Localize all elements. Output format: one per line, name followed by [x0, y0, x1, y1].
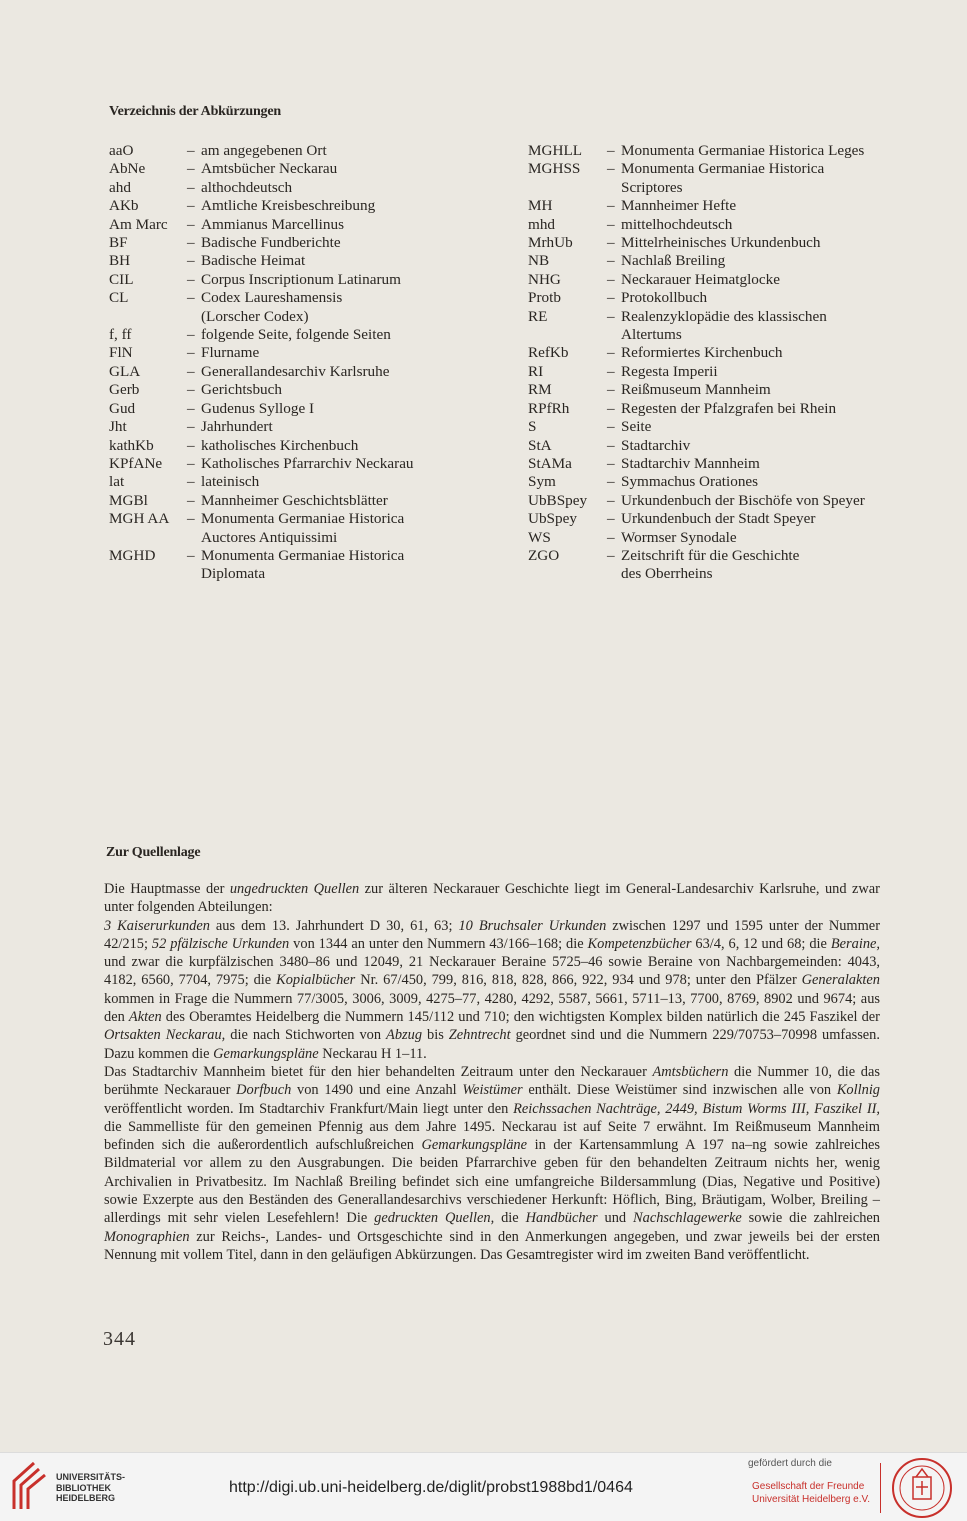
abbreviation-dash: –: [607, 436, 615, 454]
abbreviation-dash: –: [607, 528, 615, 546]
abbreviation-dash: –: [607, 510, 615, 528]
italic-term: Kollnig: [836, 1082, 881, 1099]
text-run: zur älteren Neckarauer Geschichte liegt im General-Landesarchiv Karlsruhe, und zwar unter folgenden Abteilungen:: [104, 881, 880, 916]
abbreviation-row: [528, 344, 865, 362]
abbreviation-key: [109, 565, 187, 583]
text-run: die Sammelliste für den gemeinen Pfennig aus dem Jahre 1495. Neckarau ist auf Seite 7 erwähnt. Im Reißmuseum Mannheim befinden sich die außerordentlich aufschlußreichen: [104, 1118, 880, 1154]
abbreviation-meaning: Urkundenbuch der Bischöfe von Speyer: [621, 491, 865, 509]
abbreviation-key: kathKb: [109, 436, 154, 454]
text-run: aus dem 13. Jahrhundert D 30, 61, 63;: [209, 917, 459, 934]
italic-term: Gemarkungspläne: [213, 1045, 319, 1062]
abbreviation-key: lat: [109, 473, 125, 491]
abbreviation-meaning: Jahrhundert: [201, 418, 273, 436]
italic-term: Kopialbücher: [276, 972, 356, 989]
abbreviation-meaning: Monumenta Germaniae Historica Leges: [621, 142, 865, 159]
abbreviation-row: [528, 308, 865, 326]
abbreviation-row: [109, 216, 414, 234]
abbreviation-meaning: Altertums: [621, 326, 682, 344]
abbreviation-meaning: Wormser Synodale: [621, 528, 737, 546]
permalink-url[interactable]: http://digi.ub.uni-heidelberg.de/diglit/probst1988bd1/0464: [229, 1479, 633, 1496]
abbreviation-row: [528, 529, 865, 547]
abbreviation-row: [109, 418, 414, 436]
text-run: geordnet sind und die Nummern 229/70753–70998 umfassen. Dazu kommen die: [104, 1027, 880, 1062]
abbreviation-key: RPfRh: [528, 399, 570, 417]
abbreviation-dash: –: [607, 491, 615, 509]
abbreviation-key: NHG: [528, 270, 561, 288]
text-run: die Nummer 10, die das berühmte Neckarauer: [104, 1063, 880, 1099]
abbreviation-meaning: Amtsbücher Neckarau: [201, 160, 338, 178]
abbreviation-dash: –: [607, 307, 615, 325]
abbreviation-dash: –: [607, 362, 615, 380]
abbreviation-dash: –: [187, 399, 195, 417]
text-run: Das Stadtarchiv Mannheim bietet für den hier behandelten Zeitraum unter den Neckarauer: [104, 1063, 653, 1080]
abbreviation-dash: –: [607, 546, 615, 564]
abbreviation-meaning: Monumenta Germaniae Historica: [201, 546, 405, 564]
abbreviation-row: [528, 418, 865, 436]
abbreviation-dash: –: [187, 473, 195, 491]
abbreviation-dash: –: [607, 215, 615, 233]
abbreviation-key: [528, 565, 607, 583]
text-run: 63/4, 6, 12 und 68; die: [691, 935, 831, 952]
abbreviation-meaning: Seite: [621, 418, 652, 436]
abbreviation-key: StA: [528, 436, 552, 454]
abbreviation-key: BF: [109, 234, 128, 252]
abbreviation-row: [528, 437, 865, 455]
abbreviation-key: [109, 529, 187, 547]
abbreviation-dash: –: [187, 326, 195, 344]
abbreviation-row: [109, 492, 414, 510]
abbreviation-dash: –: [607, 381, 615, 399]
sponsor-divider: [880, 1463, 881, 1513]
italic-term: 52 pfälzische Urkunden: [151, 935, 290, 952]
abbreviation-key: Gerb: [109, 381, 140, 399]
abbreviation-key: WS: [528, 528, 551, 546]
abbreviation-meaning: Reißmuseum Mannheim: [621, 381, 771, 399]
abbreviation-row: [109, 473, 414, 491]
abbreviation-key: aaO: [109, 142, 134, 159]
abbreviation-row: [109, 547, 414, 565]
abbreviation-dash: –: [187, 142, 195, 159]
italic-term: Weistümer: [462, 1082, 523, 1099]
abbreviation-dash: –: [607, 160, 615, 178]
sponsor-name-line: Universität Heidelberg e.V.: [752, 1494, 871, 1505]
abbreviation-key: MGHLL: [528, 142, 582, 159]
abbreviation-meaning: Monumenta Germaniae Historica: [201, 510, 405, 528]
text-run: zur Reichs-, Landes- und Ortsgeschichte sind in den Anmerkungen angegeben, und zwar jeweils bei der ersten Nennung mit vollem Titel, dann in den geläufigen Abkürzungen. Das Gesamtregister wird im zweiten Band veröffentlicht.: [104, 1228, 880, 1263]
abbreviation-row: [528, 565, 865, 583]
abbreviation-key: S: [528, 418, 537, 436]
abbreviation-meaning: Badische Heimat: [201, 252, 306, 270]
abbreviation-key: RI: [528, 362, 544, 380]
abbreviation-row: [109, 529, 414, 547]
text-run: in der Kartensammlung A 197 na–ng sowie zahlreiches Bildmaterial vor allem zu den Ausgrabungen. Die beiden Pfarrarchive geben für den behandelten Zeitraum nichts her, wenig Archivalien in Privatbesitz. Im Nachlaß Breiling befindet sich eine umfangreiche Bildersammlung (Dias, Negative und Positive) sowie Exzerpte aus den Beständen des Generallandesarchivs verschiedener Herkunft: Höflich, Bing, Bräutigam, Wolber, Breiling – allerdings mit sehr vielen Lesefehlern! Die: [104, 1137, 881, 1227]
abbreviation-dash: –: [187, 510, 195, 528]
abbreviation-dash: –: [187, 252, 195, 270]
footer-bar: [0, 1452, 967, 1521]
abbreviation-meaning: Regesten der Pfalzgrafen bei Rhein: [621, 399, 837, 417]
abbreviation-dash: –: [187, 546, 195, 564]
abbreviation-row: [528, 363, 865, 381]
sources-paragraph-3: [104, 1063, 880, 1264]
abbreviation-dash: –: [607, 454, 615, 472]
abbreviation-meaning: Codex Laureshamensis: [201, 289, 343, 307]
abbreviation-row: [528, 197, 865, 215]
abbreviation-meaning: lateinisch: [201, 473, 260, 491]
text-run: sowie die zahlreichen: [741, 1210, 880, 1227]
abbreviations-right-column: [528, 142, 865, 584]
abbreviation-meaning: Mannheimer Hefte: [621, 197, 737, 215]
abbreviation-row: [109, 142, 414, 160]
abbreviation-row: [528, 473, 865, 491]
abbreviation-key: [528, 326, 607, 344]
abbreviation-key: [528, 179, 607, 197]
abbreviation-key: KPfANe: [109, 454, 163, 472]
abbreviation-key: CIL: [109, 270, 134, 288]
abbreviation-row: [528, 234, 865, 252]
abbreviation-key: [109, 308, 187, 326]
italic-term: Zehntrecht: [448, 1027, 511, 1044]
sources-heading: Zur Quellenlage: [106, 845, 201, 860]
university-library-logo-icon[interactable]: [12, 1461, 48, 1511]
abbreviation-meaning: Flurname: [201, 344, 260, 362]
italic-term: Dorfbuch: [236, 1082, 292, 1099]
sponsor-lead-text: gefördert durch die: [748, 1458, 832, 1469]
text-run: enthält. Diese Weistümer sind inzwischen alle von: [522, 1082, 837, 1099]
text-run: und zwar die kurpfälzischen 3480–86 und 12049, 21 Neckarauer Beraine 5725–46 sowie Beraine von Nachbargemeinden: 4043, 4182, 6560, 7704, 7975; die: [104, 954, 880, 989]
italic-term: Gemarkungspläne: [421, 1137, 528, 1154]
text-run: Nr. 67/450, 799, 816, 818, 828, 866, 922, 934 und 978; unter den Pfälzer: [355, 972, 802, 989]
abbreviations-heading: Verzeichnis der Abkürzungen: [109, 104, 281, 119]
abbreviation-meaning: des Oberrheins: [621, 565, 713, 583]
abbreviation-key: Am Marc: [109, 215, 168, 233]
abbreviation-row: [109, 381, 414, 399]
abbreviation-row: [528, 547, 865, 565]
abbreviation-key: MGBl: [109, 491, 148, 509]
abbreviation-row: [109, 179, 414, 197]
italic-term: Beraine,: [830, 935, 881, 952]
abbreviation-row: [528, 510, 865, 528]
library-name[interactable]: [56, 1472, 125, 1504]
italic-term: Nachschlagewerke: [633, 1210, 742, 1227]
italic-term: ungedruckten Quellen: [229, 881, 360, 897]
abbreviation-dash: –: [187, 436, 195, 454]
abbreviation-dash: –: [607, 197, 615, 215]
abbreviation-dash: [607, 326, 621, 344]
abbreviation-meaning: Neckarauer Heimatglocke: [621, 270, 780, 288]
abbreviation-dash: –: [187, 381, 195, 399]
italic-term: Amtsbüchern: [652, 1063, 729, 1080]
abbreviation-key: Sym: [528, 473, 556, 491]
abbreviation-row: [109, 289, 414, 307]
abbreviation-key: RefKb: [528, 344, 569, 362]
abbreviation-dash: –: [607, 252, 615, 270]
abbreviation-meaning: (Lorscher Codex): [201, 307, 309, 325]
abbreviations-left-column: [109, 142, 414, 584]
abbreviation-meaning: Amtliche Kreisbeschreibung: [201, 197, 376, 215]
library-name-line: BIBLIOTHEK: [56, 1482, 111, 1493]
abbreviation-dash: –: [607, 344, 615, 362]
abbreviation-dash: –: [187, 160, 195, 178]
abbreviation-row: [109, 326, 414, 344]
abbreviation-meaning: Scriptores: [621, 178, 683, 196]
abbreviation-dash: –: [187, 491, 195, 509]
abbreviation-row: [528, 381, 865, 399]
abbreviation-dash: –: [607, 418, 615, 436]
italic-term: Ortsakten Neckarau,: [104, 1027, 226, 1044]
abbreviation-key: NB: [528, 252, 550, 270]
abbreviation-row: [528, 216, 865, 234]
abbreviation-meaning: Ammianus Marcellinus: [201, 215, 344, 233]
abbreviation-dash: –: [187, 344, 195, 362]
abbreviation-key: MGHD: [109, 546, 156, 564]
abbreviation-dash: –: [187, 454, 195, 472]
abbreviation-dash: –: [607, 289, 615, 307]
text-run: veröffentlicht worden. Im Stadtarchiv Frankfurt/Main liegt unter den: [104, 1100, 514, 1117]
abbreviation-row: [528, 289, 865, 307]
abbreviation-key: UbSpey: [528, 510, 577, 528]
abbreviation-key: ZGO: [528, 546, 560, 564]
sources-paragraph-1: [104, 880, 880, 917]
abbreviation-row: [109, 160, 414, 178]
abbreviation-meaning: althochdeutsch: [201, 178, 293, 196]
text-run: kommen in Frage die Nummern 77/3005, 3006, 3009, 4275–77, 4280, 4292, 5587, 5661, 5711–13, 7700, 8769, 8902 und 9674; aus den: [104, 990, 880, 1026]
abbreviation-key: Jht: [109, 418, 127, 436]
abbreviation-row: [528, 142, 865, 160]
abbreviation-row: [528, 271, 865, 289]
abbreviation-meaning: Realenzyklopädie des klassischen: [621, 307, 827, 325]
abbreviation-meaning: mittelhochdeutsch: [621, 215, 733, 233]
sources-body: [104, 880, 880, 1264]
text-run: von 1344 an unter den Nummern 43/166–168; die: [289, 935, 588, 952]
abbreviation-key: BH: [109, 252, 131, 270]
sponsor-link[interactable]: [752, 1480, 870, 1506]
abbreviation-dash: –: [187, 418, 195, 436]
abbreviation-key: RM: [528, 381, 552, 399]
abbreviation-row: [109, 308, 414, 326]
italic-term: 10 Bruchsaler Urkunden: [458, 917, 607, 934]
abbreviation-row: [109, 234, 414, 252]
abbreviation-dash: –: [607, 234, 615, 252]
abbreviation-meaning: Gudenus Sylloge I: [201, 399, 315, 417]
abbreviation-row: [109, 344, 414, 362]
abbreviation-row: [528, 179, 865, 197]
abbreviation-row: [109, 252, 414, 270]
abbreviation-key: RE: [528, 307, 548, 325]
abbreviation-key: FlN: [109, 344, 133, 362]
italic-term: Monographien: [104, 1228, 190, 1245]
sources-paragraph-2: [104, 917, 880, 1063]
abbreviation-row: [109, 565, 414, 583]
italic-term: Kompetenzbücher: [587, 935, 692, 952]
abbreviation-row: [528, 400, 865, 418]
text-run: des Oberamtes Heidelberg die Nummern 145/112 und 710; den wichtigsten Komplex bilden natürlich die 245 Faszikel der: [161, 1009, 880, 1026]
abbreviation-key: MrhUb: [528, 234, 573, 252]
abbreviation-row: [528, 455, 865, 473]
italic-term: Generalakten: [801, 972, 880, 989]
text-run: und: [597, 1210, 634, 1227]
abbreviation-key: ahd: [109, 178, 131, 196]
italic-term: Abzug: [386, 1027, 423, 1044]
abbreviation-meaning: Katholisches Pfarrarchiv Neckarau: [201, 454, 414, 472]
abbreviation-meaning: Badische Fundberichte: [201, 234, 341, 252]
abbreviation-key: StAMa: [528, 454, 572, 472]
abbreviation-meaning: folgende Seite, folgende Seiten: [201, 326, 391, 344]
abbreviation-row: [109, 363, 414, 381]
abbreviation-meaning: Diplomata: [201, 565, 266, 583]
abbreviation-dash: –: [187, 362, 195, 380]
text-run: von 1490 und eine Anzahl: [291, 1082, 463, 1099]
abbreviation-dash: –: [187, 197, 195, 215]
text-run: Neckarau H 1–11.: [318, 1045, 427, 1062]
library-name-line: HEIDELBERG: [56, 1493, 116, 1503]
abbreviation-dash: –: [187, 215, 195, 233]
abbreviation-key: MGH AA: [109, 510, 170, 528]
text-run: die: [494, 1210, 526, 1227]
abbreviation-key: MGHSS: [528, 160, 581, 178]
abbreviation-key: MH: [528, 197, 553, 215]
abbreviation-meaning: Stadtarchiv: [621, 436, 691, 454]
abbreviation-meaning: Generallandesarchiv Karlsruhe: [201, 362, 390, 380]
page-number: 344: [103, 1328, 136, 1350]
italic-term: Reichssachen Nachträge, 2449, Bistum Worms III, Faszikel II,: [513, 1100, 880, 1117]
abbreviation-dash: –: [187, 289, 195, 307]
abbreviation-dash: [187, 529, 201, 547]
abbreviation-meaning: Reformiertes Kirchenbuch: [621, 344, 783, 362]
abbreviation-meaning: katholisches Kirchenbuch: [201, 436, 359, 454]
abbreviation-meaning: Mannheimer Geschichtsblätter: [201, 491, 388, 509]
sponsor-name-line: Gesellschaft der Freunde: [752, 1481, 865, 1492]
abbreviation-row: [109, 455, 414, 473]
abbreviation-dash: –: [607, 142, 615, 159]
abbreviation-dash: [607, 179, 621, 197]
abbreviation-key: Protb: [528, 289, 561, 307]
abbreviation-row: [109, 271, 414, 289]
library-name-line: UNIVERSITÄTS-: [56, 1472, 126, 1482]
abbreviation-row: [109, 197, 414, 215]
abbreviation-meaning: Corpus Inscriptionum Latinarum: [201, 270, 401, 288]
abbreviation-key: f, ff: [109, 326, 132, 344]
abbreviation-key: Gud: [109, 399, 136, 417]
abbreviation-key: GLA: [109, 362, 141, 380]
abbreviation-key: AbNe: [109, 160, 146, 178]
abbreviation-row: [528, 160, 865, 178]
abbreviation-dash: –: [187, 270, 195, 288]
abbreviation-meaning: Monumenta Germaniae Historica: [621, 160, 825, 178]
text-run: die nach Stichworten von: [225, 1027, 387, 1044]
italic-term: Akten: [128, 1009, 162, 1026]
abbreviation-dash: –: [607, 270, 615, 288]
abbreviation-row: [109, 400, 414, 418]
abbreviation-meaning: am angegebenen Ort: [201, 142, 327, 159]
university-seal-icon[interactable]: [891, 1457, 953, 1519]
abbreviation-dash: [187, 565, 201, 583]
text-run: zwischen 1297 und 1595 unter der Nummer 42/215;: [104, 917, 880, 952]
abbreviation-dash: [607, 565, 621, 583]
text-run: Die Hauptmasse der: [104, 881, 230, 897]
abbreviation-key: CL: [109, 289, 129, 307]
abbreviation-row: [109, 510, 414, 528]
abbreviation-meaning: Regesta Imperii: [621, 362, 718, 380]
abbreviation-meaning: Gerichtsbuch: [201, 381, 282, 399]
abbreviation-meaning: Symmachus Orationes: [621, 473, 759, 491]
italic-term: gedruckten Quellen,: [374, 1210, 495, 1227]
abbreviation-dash: –: [187, 234, 195, 252]
abbreviation-key: UbBSpey: [528, 491, 588, 509]
abbreviation-row: [528, 326, 865, 344]
italic-term: 3 Kaiserurkunden: [104, 917, 210, 934]
abbreviation-key: AKb: [109, 197, 139, 215]
abbreviation-dash: [187, 308, 201, 326]
abbreviation-meaning: Nachlaß Breiling: [621, 252, 726, 270]
abbreviation-row: [528, 252, 865, 270]
abbreviation-meaning: Protokollbuch: [621, 289, 708, 307]
abbreviation-meaning: Zeitschrift für die Geschichte: [621, 546, 800, 564]
abbreviation-dash: –: [607, 473, 615, 491]
abbreviation-row: [528, 492, 865, 510]
abbreviation-meaning: Auctores Antiquissimi: [201, 528, 338, 546]
abbreviation-meaning: Urkundenbuch der Stadt Speyer: [621, 510, 816, 528]
abbreviation-dash: –: [607, 399, 615, 417]
abbreviation-row: [109, 437, 414, 455]
italic-term: Handbücher: [525, 1210, 598, 1227]
abbreviation-key: mhd: [528, 215, 556, 233]
abbreviation-meaning: Stadtarchiv Mannheim: [621, 454, 760, 472]
text-run: bis: [422, 1027, 449, 1044]
abbreviation-dash: –: [187, 178, 195, 196]
abbreviation-meaning: Mittelrheinisches Urkundenbuch: [621, 234, 821, 252]
